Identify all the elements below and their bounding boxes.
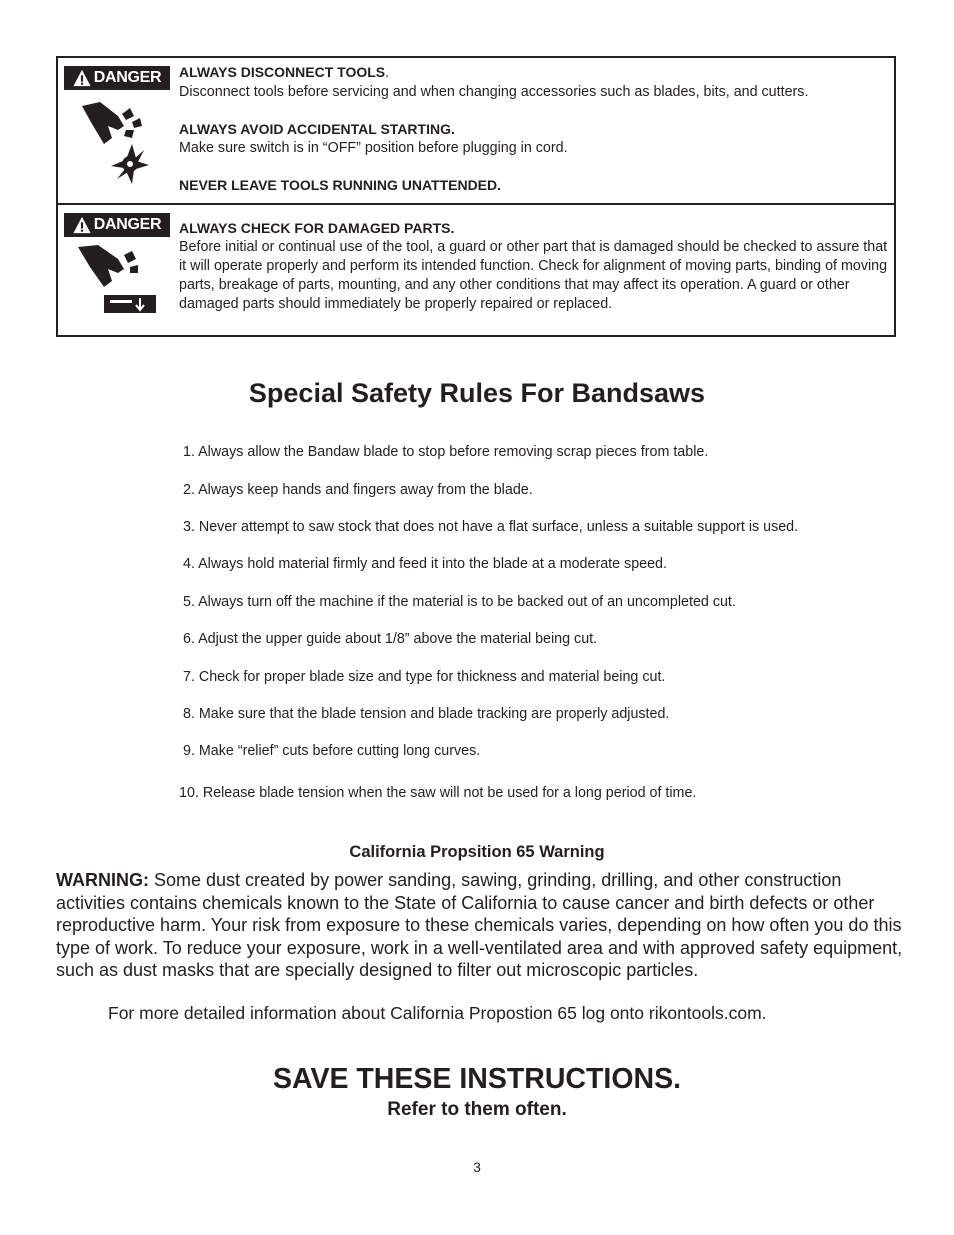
danger-box-damaged-parts [56,203,896,337]
heading-accidental-starting: ALWAYS AVOID ACCIDENTAL STARTING. [179,121,455,137]
body-damaged-parts: Before initial or continual use of the tool, a guard or other part that is damaged should be checked to assure that it will operate properly and perform its intended function. Check for alignment of moving parts, binding of moving parts, breakage of parts, mounting, and any other conditions that may affect its operation. A guard or other damaged parts should immediately be properly repaired or replaced. [179,239,888,312]
heading-disconnect-tools: ALWAYS DISCONNECT TOOLS [179,64,386,80]
more-info-text: For more detailed information about California Propostion 65 log onto rikontools.com. [108,1003,767,1023]
danger-text-1 [179,63,890,195]
list-item: 6. Adjust the upper guide about 1/8” above the material being cut. [183,631,598,647]
list-item: 10. Release blade tension when the saw will not be used for a long period of time. [179,785,697,801]
save-instructions-subtitle: Refer to them often. [387,1099,567,1120]
danger-label: DANGER [93,69,162,86]
warning-triangle-icon [73,69,91,87]
list-item: 8. Make sure that the blade tension and blade tracking are properly adjusted. [183,706,670,722]
heading-suffix: . [385,65,390,81]
danger-text-2 [179,219,890,314]
body-accidental-starting: Make sure switch is in “OFF” position before plugging in cord. [179,140,568,156]
list-item: 1. Always allow the Bandaw blade to stop before removing scrap pieces from table. [183,444,709,460]
list-item: 7. Check for proper blade size and type for thickness and material being cut. [183,669,666,685]
danger-badge [64,66,170,90]
warning-triangle-icon [73,216,91,234]
heading-never-unattended: NEVER LEAVE TOOLS RUNNING UNATTENDED. [179,177,502,193]
danger-box-disconnect [56,56,896,205]
list-item: 9. Make “relief” cuts before cutting long curves. [183,743,481,759]
section-title: Special Safety Rules For Bandsaws [248,378,706,408]
hand-plug-hazard-icon [78,245,160,317]
california-heading: California Propsition 65 Warning [349,843,605,861]
save-instructions-title: SAVE THESE INSTRUCTIONS. [272,1063,682,1095]
list-item: 5. Always turn off the machine if the material is to be backed out of an uncompleted cut. [183,594,736,610]
danger-badge [64,213,170,237]
danger-label: DANGER [93,216,162,233]
list-item: 4. Always hold material firmly and feed it into the blade at a moderate speed. [183,556,667,572]
list-item: 3. Never attempt to saw stock that does not have a flat surface, unless a suitable support is used. [183,519,799,535]
page-number: 3 [473,1159,481,1175]
hand-blade-hazard-icon [78,100,160,190]
california-warning [56,869,906,982]
body-disconnect-tools: Disconnect tools before servicing and when changing accessories such as blades, bits, and cutters. [179,84,809,100]
warning-text: Some dust created by power sanding, sawing, grinding, drilling, and other construction activities contains chemicals known to the State of California to cause cancer and birth defects or other reproductive harm. Your risk from exposure to these chemicals varies, depending on how often you do this type of work. To reduce your exposure, work in a well-ventilated area and with approved safety equipment, such as dust masks that are specially designed to filter out microscopic particles. [56,870,903,980]
list-item: 2. Always keep hands and fingers away from the blade. [183,482,533,498]
heading-damaged-parts: ALWAYS CHECK FOR DAMAGED PARTS. [179,220,455,236]
warning-label: WARNING: [56,870,149,890]
